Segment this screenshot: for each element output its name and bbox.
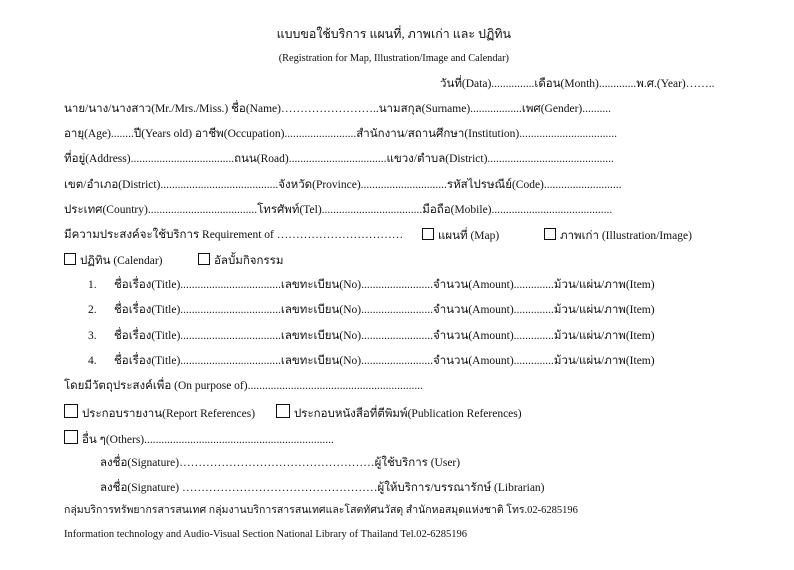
others-checkbox[interactable] — [64, 430, 78, 444]
date-line[interactable]: วันที่(Data)...............เดือน(Month).............พ.ศ.(Year)…….. — [440, 78, 715, 90]
age-row[interactable]: อายุ(Age)........ปี(Years old) อาชีพ(Occupation).........................สำนักงาน/สถานศึกษา(Institution).................................. — [64, 128, 618, 140]
item-row[interactable] — [88, 303, 655, 317]
others-option[interactable] — [64, 430, 334, 447]
item-fields[interactable]: ชื่อเรื่อง(Title)...................................เลขทะเบียน(No).........................จำนวน(Amount)..............ม้วน/แผ่น/ภาพ(Item) — [114, 304, 655, 316]
librarian-signature-line[interactable]: ลงชื่อ(Signature) ……………………………………………ผู้ให้บริการ/บรรณารักษ์ (Librarian) — [100, 482, 545, 494]
publication-checkbox[interactable] — [276, 404, 290, 418]
album-label: อัลบั้มกิจกรรม — [214, 255, 284, 267]
item-row[interactable] — [88, 329, 655, 343]
report-checkbox[interactable] — [64, 404, 78, 418]
user-signature-line[interactable]: ลงชื่อ(Signature)……………………………………………ผู้ใช้บริการ (User) — [100, 457, 461, 469]
address-row[interactable]: ที่อยู่(Address)....................................ถนน(Road)..................................แขวง/ตำบล(District)............................................ — [64, 153, 614, 165]
map-option[interactable] — [422, 228, 499, 243]
item-number: 1. — [88, 279, 97, 291]
item-fields[interactable]: ชื่อเรื่อง(Title)...................................เลขทะเบียน(No).........................จำนวน(Amount)..............ม้วน/แผ่น/ภาพ(Item) — [114, 330, 655, 342]
image-checkbox[interactable] — [544, 228, 556, 240]
country-row[interactable]: ประเทศ(Country)......................................โทรศัพท์(Tel)...................................มือถือ(Mobile).......................................... — [64, 204, 613, 216]
district-row[interactable]: เขต/อำเภอ(District).........................................จังหวัด(Province)..............................รหัสไปรษณีย์(Code)........................... — [64, 179, 622, 191]
publication-option[interactable] — [276, 404, 522, 421]
item-row[interactable] — [88, 354, 655, 368]
item-fields[interactable]: ชื่อเรื่อง(Title)...................................เลขทะเบียน(No).........................จำนวน(Amount)..............ม้วน/แผ่น/ภาพ(Item) — [114, 279, 655, 291]
others-label: อื่น ๆ(Others).................................................................. — [82, 434, 334, 446]
image-option[interactable] — [544, 228, 692, 243]
calendar-option[interactable] — [64, 253, 163, 268]
album-option[interactable] — [198, 253, 283, 268]
album-checkbox[interactable] — [198, 253, 210, 265]
item-row[interactable] — [88, 278, 655, 292]
image-label: ภาพเก่า (Illustration/Image) — [560, 230, 692, 242]
map-label: แผนที่ (Map) — [438, 230, 500, 242]
item-fields[interactable]: ชื่อเรื่อง(Title)...................................เลขทะเบียน(No).........................จำนวน(Amount)..............ม้วน/แผ่น/ภาพ(Item) — [114, 355, 655, 367]
name-row[interactable]: นาย/นาง/นางสาว(Mr./Mrs./Miss.) ชื่อ(Name)……………………..นามสกุล(Surname)..................เพศ(Gender).......... — [64, 103, 611, 115]
objective-row[interactable]: โดยมีวัตถุประสงค์เพื่อ (On purpose of)............................................................. — [64, 380, 423, 392]
form-title: แบบขอใช้บริการ แผนที่, ภาพเก่า และ ปฏิทิน — [276, 27, 511, 41]
report-option[interactable] — [64, 404, 255, 421]
form-subtitle: (Registration for Map, Illustration/Image and Calendar) — [278, 52, 509, 64]
footer-english: Information technology and Audio-Visual Section National Library of Thailand Tel.02-6285196 — [64, 529, 467, 540]
item-number: 2. — [88, 304, 97, 316]
report-label: ประกอบรายงาน(Report References) — [82, 408, 256, 420]
requirement-row — [64, 228, 403, 242]
footer-thai: กลุ่มบริการทรัพยากรสารสนเทศ กลุ่มงานบริการสารสนเทศและโสตทัศนวัสดุ สำนักหอสมุดแห่งชาติ โทร.02-6285196 — [64, 505, 578, 516]
publication-label: ประกอบหนังสือที่ตีพิมพ์(Publication References) — [294, 408, 522, 420]
item-number: 4. — [88, 355, 97, 367]
calendar-checkbox[interactable] — [64, 253, 76, 265]
item-number: 3. — [88, 330, 97, 342]
map-checkbox[interactable] — [422, 228, 434, 240]
requirement-label: มีความประสงค์จะใช้บริการ Requirement of …………………………… — [64, 229, 404, 241]
calendar-label: ปฏิทิน (Calendar) — [80, 255, 163, 267]
